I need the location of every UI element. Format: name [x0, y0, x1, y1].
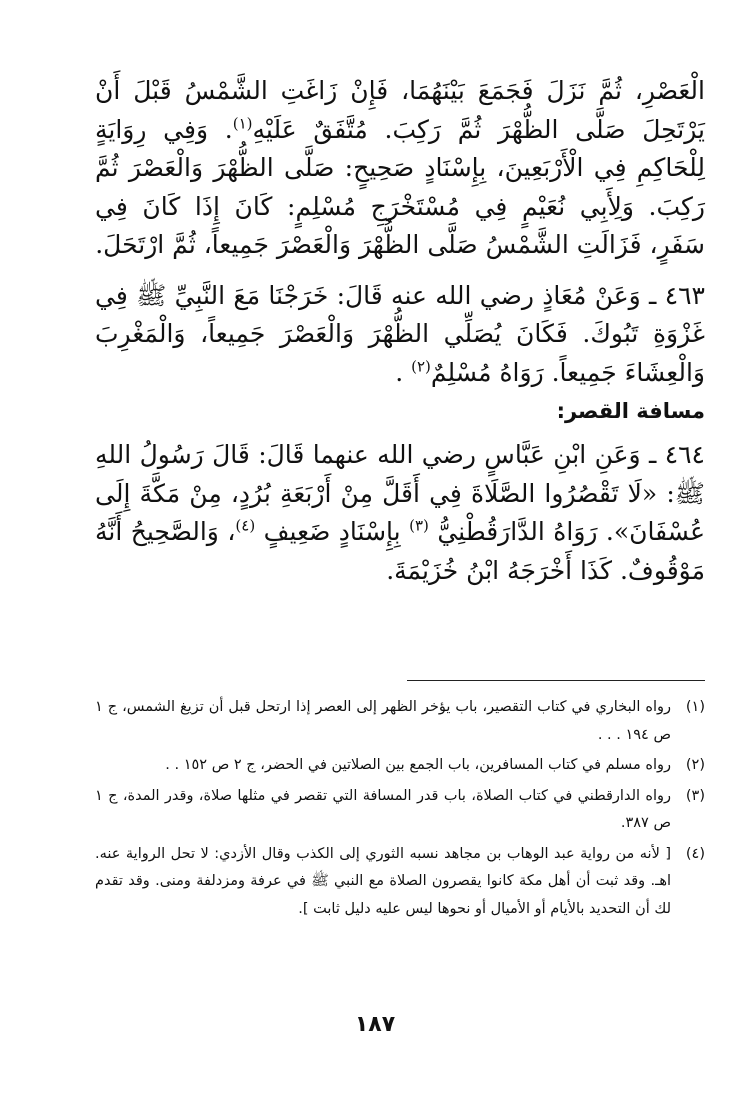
footnote-1: [95, 694, 705, 749]
footnote-ref-1[interactable]: (١): [232, 114, 253, 133]
footnote-ref-4[interactable]: (٤): [235, 516, 256, 535]
footnote-2: [95, 752, 705, 780]
paragraph-text: الْعَصْرِ، ثُمَّ نَزَلَ فَجَمَعَ بَيْنَهُمَا، فَإِنْ زَاغَتِ الشَّمْسُ قَبْلَ أَنْ يَرْتَحِلَ صَلَّى الظُّهْرَ ثُمَّ رَكِبَ. مُتَّفَقٌ عَلَيْهِ: [95, 76, 705, 144]
page-number: ١٨٧: [354, 1012, 396, 1037]
paragraph-text: بِإِسْنَادٍ ضَعِيفٍ: [263, 517, 401, 546]
paragraph-text: ، وَالصَّحِيحُ أَنَّهُ مَوْقُوفٌ. كَذَا أَخْرَجَهُ ابْنُ خُزَيْمَةَ.: [95, 517, 705, 585]
paragraph-hadith-464: [95, 436, 705, 590]
paragraph-text: ٤٦٤ ـ وَعَنِ ابْنِ عَبَّاسٍ رضي الله عنهما قَالَ: قَالَ رَسُولُ اللهِ ﷺ: «لَا تَقْصُرُوا الصَّلَاةَ فِي أَقَلَّ مِنْ أَرْبَعَةِ بُرُدٍ، مِنْ مَكَّةَ إِلَى عُسْفَانَ». رَوَاهُ الدَّارَقُطْنِيُّ: [95, 440, 706, 546]
footnote-ref-2[interactable]: (٢): [411, 357, 431, 376]
footnote-text: رواه البخاري في كتاب التقصير، باب يؤخر الظهر إلى العصر إذا ارتحل قبل أن تزيغ الشمس، ج ١ ص ١٩٤ . . .: [95, 699, 671, 743]
page-body: [95, 72, 705, 590]
footnote-4: [95, 841, 705, 924]
paragraph-text: . وَفِي رِوَايَةٍ لِلْحَاكِمِ فِي الْأَرْبَعِينَ، بِإِسْنَادٍ صَحِيحٍ: صَلَّى الظُّهْرَ وَالْعَصْرَ ثُمَّ رَكِبَ. وَلِأَبِي نُعَيْمٍ فِي مُسْتَخْرَجِ مُسْلِمٍ: كَانَ إِذَا كَانَ فِي سَفَرٍ، فَزَالَتِ الشَّمْسُ صَلَّى الظُّهْرَ وَالْعَصْرَ جَمِيعاً، ثُمَّ ارْتَحَلَ.: [95, 114, 705, 259]
footnote-number: (٣): [685, 787, 705, 804]
paragraph-text: .: [395, 357, 404, 387]
footnote-ref-3[interactable]: (٣): [409, 516, 429, 535]
footnote-text: رواه الدارقطني في كتاب الصلاة، باب قدر المسافة التي تقصر في مثلها صلاة، وقدر المدة، ج ١ ص ٣٨٧.: [95, 787, 671, 831]
footnote-divider: [407, 680, 705, 681]
footnote-number: (١): [685, 699, 705, 715]
paragraph-text: ٤٦٣ ـ وَعَنْ مُعَاذٍ رضي الله عنه قَالَ: خَرَجْنَا مَعَ النَّبِيِّ ﷺ فِي غَزْوَةِ تَبُوكَ. فَكَانَ يُصَلِّي الظُّهْرَ وَالْعَصْرَ جَمِيعاً، وَالْمَغْرِبَ وَالْعِشَاءَ جَمِيعاً. رَوَاهُ مُسْلِمٌ: [95, 280, 705, 387]
footnote-number: (٤): [685, 845, 705, 862]
paragraph-hadith-continuation: [95, 72, 705, 265]
paragraph-hadith-463: [95, 277, 705, 393]
footnotes: [95, 694, 705, 926]
section-heading: مسافة القصر:: [556, 399, 705, 423]
footnote-text: [ لأنه من رواية عبد الوهاب بن مجاهد نسبه الثوري إلى الكذب وقال الأزدي: لا تحل الرواية عنه. اهـ. وقد ثبت أن أهل مكة كانوا يقصرون الصلاة مع النبي ﷺ في عرفة ومزدلفة ومنى. وقد تقدم لك أن التحديد بالأيام أو الأميال أو نحوها ليس عليه دليل ثابت ].: [95, 845, 671, 917]
footnote-text: رواه مسلم في كتاب المسافرين، باب الجمع بين الصلاتين في الحضر، ج ٢ ص ١٥٢ . .: [165, 757, 671, 773]
footnote-number: (٢): [685, 757, 705, 773]
footnote-3: [95, 783, 705, 838]
